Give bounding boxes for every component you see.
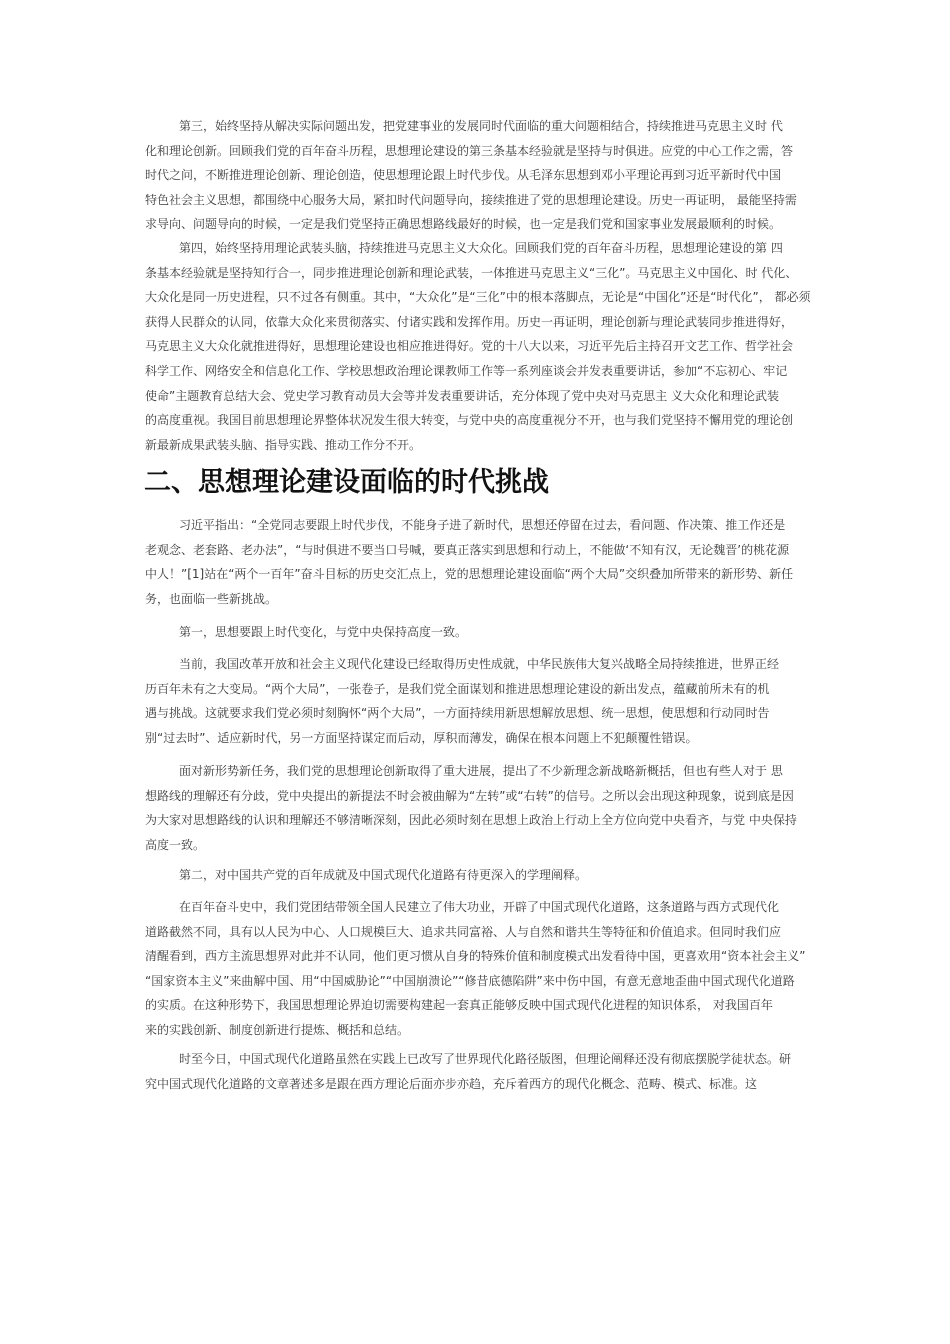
text-line: 中人！”[1]站在“两个一百年”奋斗目标的历史交汇点上，党的思想理论建设面临“两个大局”交织叠加所带来的新形势、新任	[145, 567, 794, 582]
paragraph-xi-quote	[145, 513, 815, 611]
text-line: 遇与挑战。这就要求我们党必须时刻胸怀“两个大局”，一方面持续用新思想解放思想、统一思想，使思想和行动同时告	[145, 706, 770, 721]
text-line: 特色社会主义思想，都围绕中心服务大局，紧扣时代问题导向，接续推进了党的思想理论建设。历史一再证明， 最能坚持需	[145, 192, 797, 207]
text-line: 化和理论创新。回顾我们党的百年奋斗历程，思想理论建设的第三条基本经验就是坚持与时俱进。应党的中心工作之需，答	[145, 143, 794, 158]
text-line: 科学工作、网络安全和信息化工作、学校思想政治理论课教师工作等一系列座谈会并发表重要讲话，参加“不忘初心、牢记	[145, 363, 788, 378]
paragraph-challenge-two-title	[145, 863, 815, 888]
text-line: 马克思主义大众化就推进得好，思想理论建设也相应推进得好。党的十八大以来，习近平先后主持召开文艺工作、哲学社会	[145, 339, 794, 354]
text-line: 究中国式现代化道路的文章著述多是跟在西方理论后面亦步亦趋，充斥着西方的现代化概念、范畴、模式、标准。这	[145, 1076, 758, 1091]
text-line: 务，也面临一些新挑战。	[145, 591, 278, 606]
text-line: 想路线的理解还有分歧，党中央提出的新提法不时会被曲解为“左转”或“右转”的信号。之所以会出现这种现象，说到底是因	[145, 788, 794, 803]
paragraph-two-overall-situations	[145, 652, 815, 750]
text-line: 习近平指出：“全党同志要跟上时代步伐，不能身子进了新时代，思想还停留在过去，看问题、作决策、推工作还是	[179, 518, 786, 532]
text-line: 新最新成果武装头脑、指导实践、推动工作分不开。	[145, 437, 422, 452]
text-line: 大众化是同一历史进程，只不过各有侧重。其中，“大众化”是“三化”中的根本落脚点，无论是“中国化”还是“时代化”， 都必须	[145, 290, 811, 305]
text-line: 第四，始终坚持用理论武装头脑，持续推进马克思主义大众化。回顾我们党的百年奋斗历程，思想理论建设的第 四	[179, 241, 783, 255]
text-line: 来的实践创新、制度创新进行提炼、概括和总结。	[145, 1022, 410, 1037]
section-heading: 二、思想理论建设面临的时代挑战	[144, 467, 549, 498]
paragraph-fourth-principle	[145, 236, 815, 457]
text-line: 道路截然不同，具有以人民为中心、人口规模巨大、追求共同富裕、人与自然和谐共生等特征和价值追求。但同时我们应	[145, 924, 782, 939]
text-line: 高度一致。	[145, 837, 206, 852]
paragraph-theory-apprentice	[145, 1047, 815, 1096]
text-line: 当前，我国改革开放和社会主义现代化建设已经取得历史性成就，中华民族伟大复兴战略全局持续推进，世界正经	[179, 657, 780, 671]
text-line: 时代之问，不断推进理论创新、理论创造，使思想理论跟上时代步伐。从毛泽东思想到邓小平理论再到习近平新时代中国	[145, 168, 782, 183]
text-line: 第一，思想要跟上时代变化，与党中央保持高度一致。	[179, 625, 468, 639]
paragraph-challenge-one-title	[145, 620, 815, 645]
text-line: 求导向、问题导向的时候，一定是我们党坚持正确思想路线最好的时候，也一定是我们党和国家事业发展最顺利的时候。	[145, 217, 782, 232]
text-line: 第三，始终坚持从解决实际问题出发，把党建事业的发展同时代面临的重大问题相结合，持续推进马克思主义时 代	[179, 119, 783, 133]
text-line: 获得人民群众的认同，依靠大众化来贯彻落实、付诸实践和发挥作用。历史一再证明，理论创新与理论武装同步推进得好，	[145, 314, 794, 329]
text-line: 的高度重视。我国目前思想理论界整体状况发生很大转变，与党中央的高度重视分不开，也与我们党坚持不懈用党的理论创	[145, 413, 794, 428]
paragraph-new-situation	[145, 759, 815, 857]
text-line: 清醒看到，西方主流思想界对此并不认同，他们更习惯从自身的特殊价值和制度模式出发看待中国，更喜欢用“资本社会主义”	[145, 949, 806, 964]
text-line: 第二，对中国共产党的百年成就及中国式现代化道路有待更深入的学理阐释。	[179, 868, 588, 882]
text-line: “国家资本主义”来曲解中国、用“中国威胁论”“中国崩溃论”“修昔底德陷阱”来中伤中国，有意无意地歪曲中国式现代化道路	[145, 973, 795, 988]
text-line: 为大家对思想路线的认识和理解还不够清晰深刻，因此必须时刻在思想上政治上行动上全方位向党中央看齐，与党 中央保持	[145, 813, 797, 828]
text-line: 的实质。在这种形势下，我国思想理论界迫切需要构建起一套真正能够反映中国式现代化进程的知识体系， 对我国百年	[145, 998, 773, 1013]
text-line: 使命”主题教育总结大会、党史学习教育动员大会等并发表重要讲话，充分体现了党中央对马克思主 义大众化和理论武装	[145, 388, 780, 403]
text-line: 时至今日，中国式现代化道路虽然在实践上已改写了世界现代化路径版图，但理论阐释还没有彻底摆脱学徒状态。研	[179, 1052, 792, 1066]
text-line: 老观念、老套路、老办法”，“与时俱进不要当口号喊，要真正落实到思想和行动上，不能做‘不知有汉，无论魏晋’的桃花源	[145, 542, 790, 557]
text-line: 别“过去时”、适应新时代，另一方面坚持谋定而后动，厚积而薄发，确保在根本问题上不犯颠覆性错误。	[145, 730, 698, 745]
text-line: 历百年未有之大变局。“两个大局”，一张卷子，是我们党全面谋划和推进思想理论建设的新出发点，蕴藏前所未有的机	[145, 681, 770, 696]
text-line: 在百年奋斗史中，我们党团结带领全国人民建立了伟大功业，开辟了中国式现代化道路，这条道路与西方式现代化	[179, 900, 780, 914]
paragraph-chinese-modernization	[145, 895, 815, 1043]
text-line: 面对新形势新任务，我们党的思想理论创新取得了重大进展，提出了不少新理念新战略新概括，但也有些人对于 思	[179, 764, 783, 778]
text-line: 条基本经验就是坚持知行合一，同步推进理论创新和理论武装，一体推进马克思主义“三化”。马克思主义中国化、时 代化、	[145, 265, 798, 280]
paragraph-third-principle	[145, 114, 815, 237]
